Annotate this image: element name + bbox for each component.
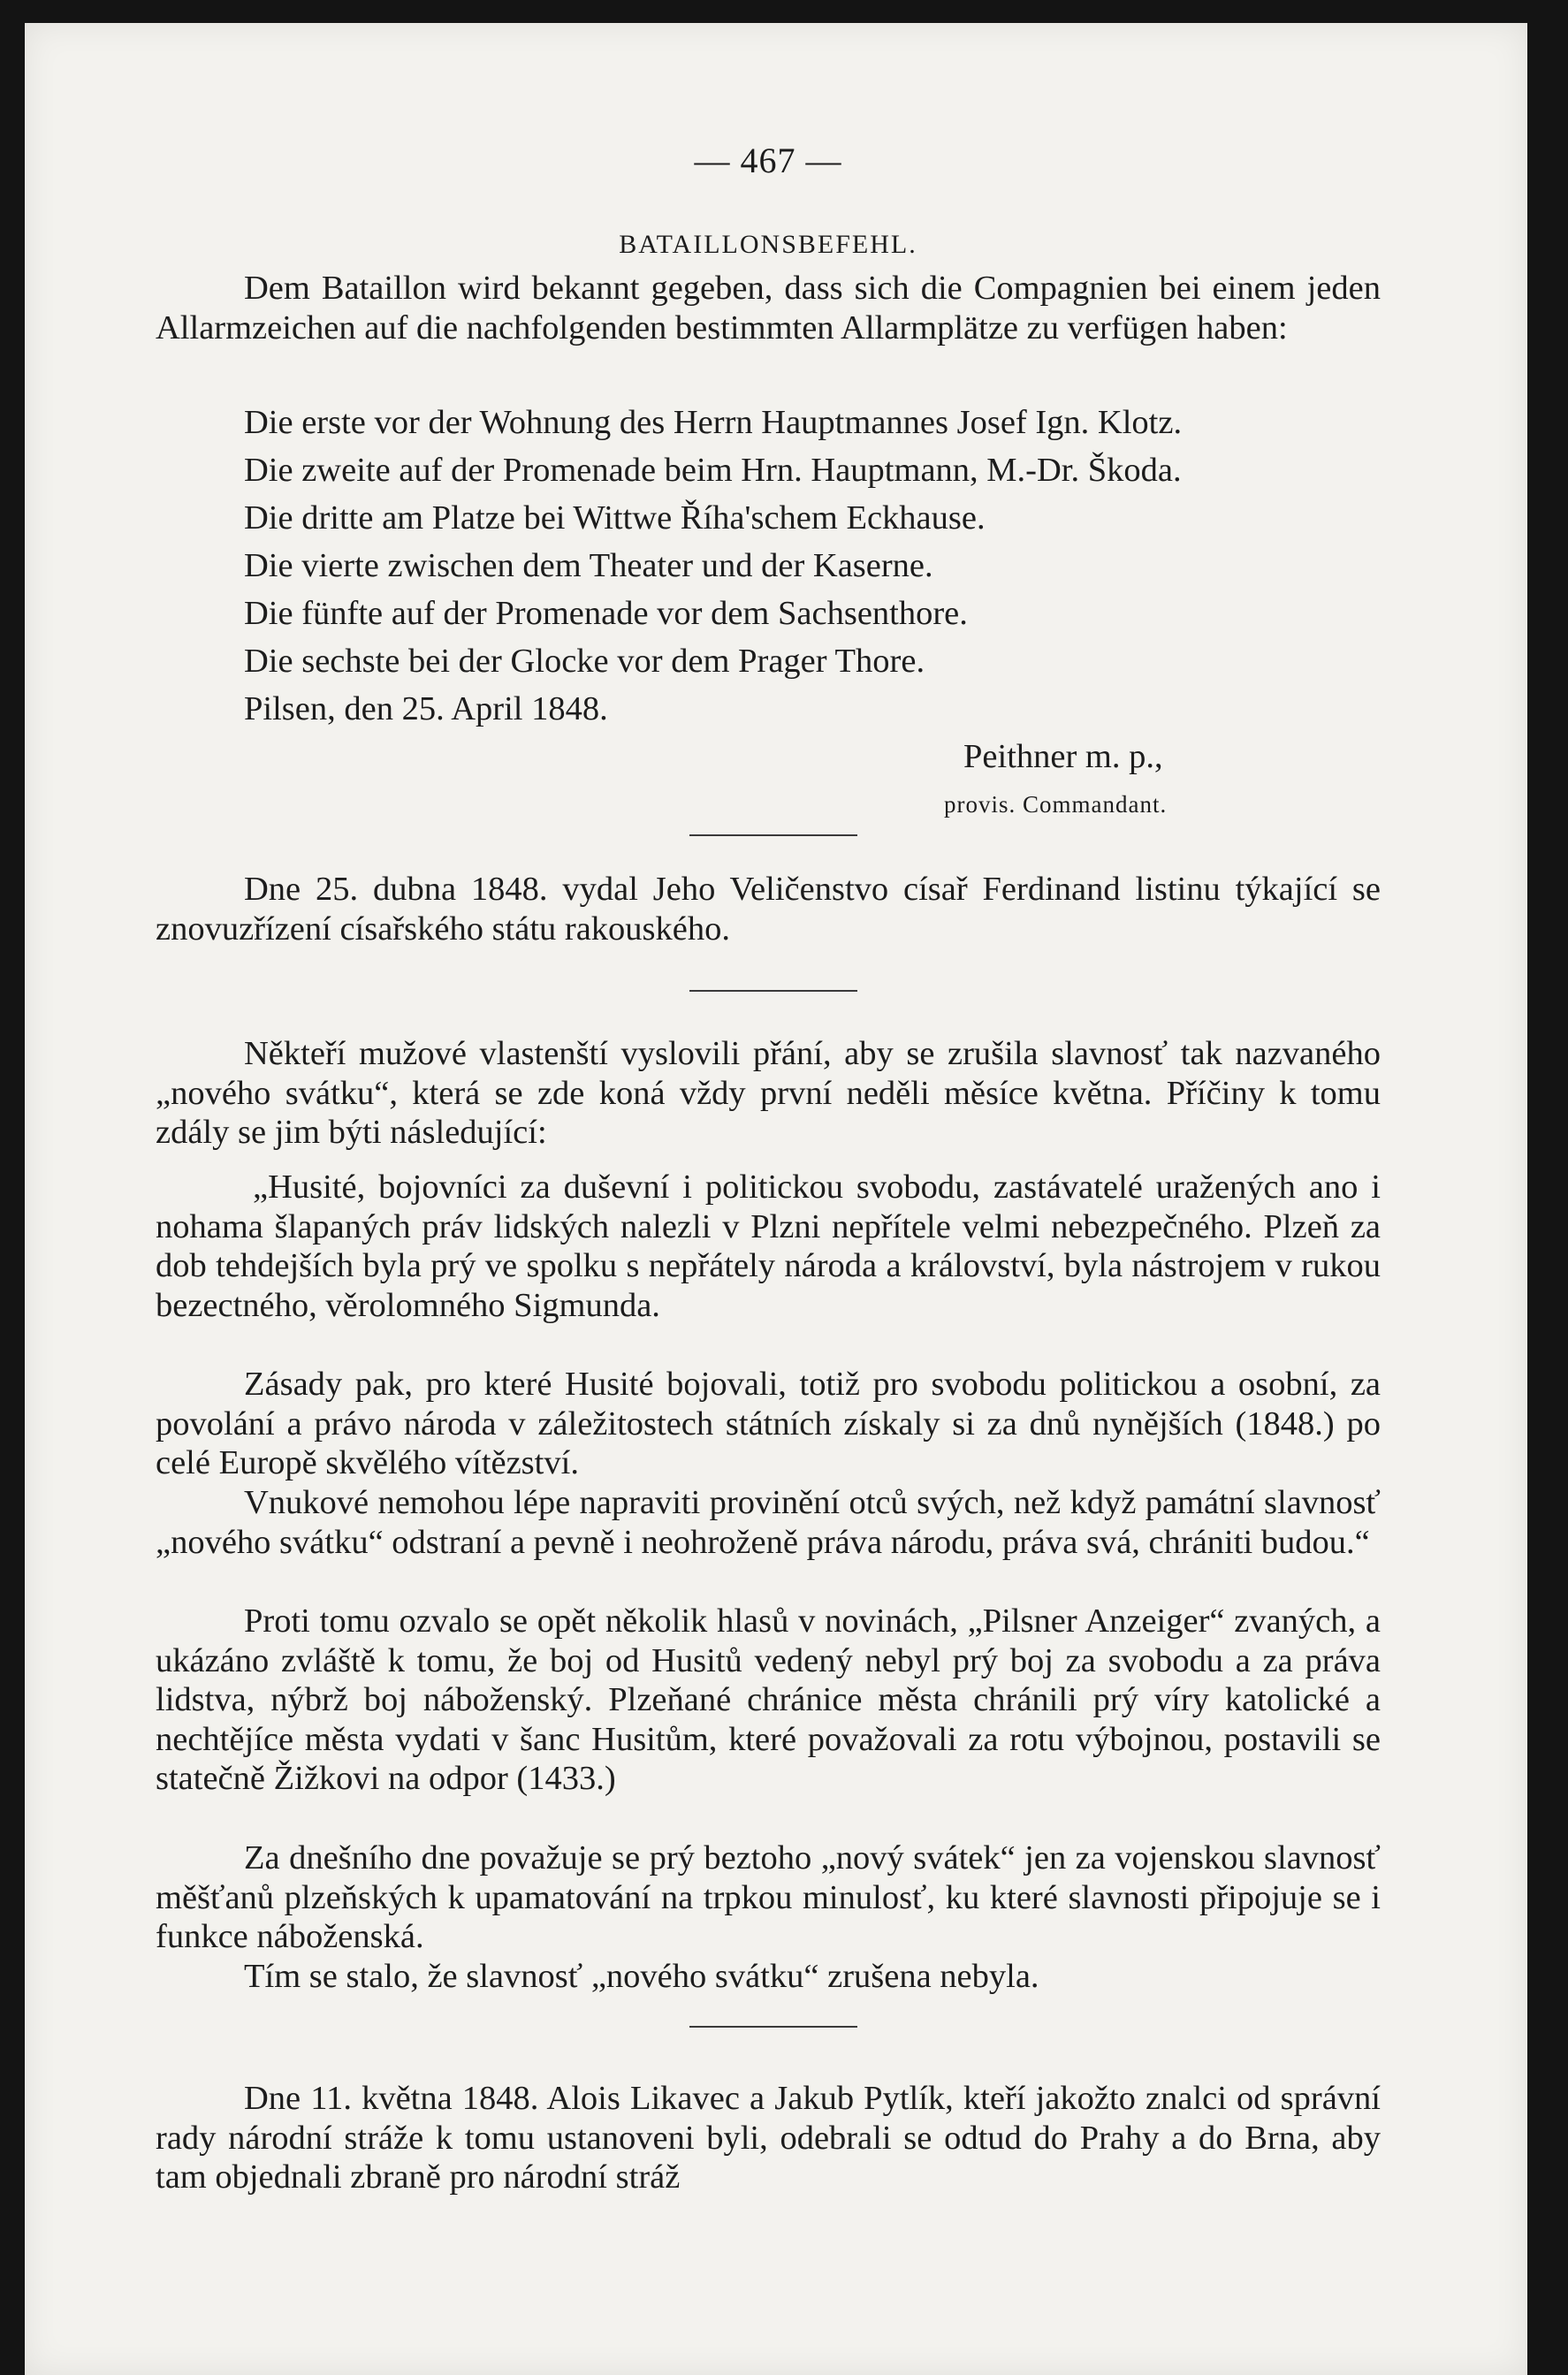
intro-paragraph: Dem Bataillon wird bekannt gegeben, dass sich die Compagnien bei einem jeden Allarmzeichen auf die nachfolgenden bestimmten Allarmplätze zu verfügen haben: bbox=[156, 270, 1381, 346]
order-line: Die fünfte auf der Promenade vor dem Sachsenthore. bbox=[244, 595, 968, 632]
result-paragraph: Tím se stalo, že slavnosť „nového svátku“ zrušena nebyla. bbox=[244, 1958, 1039, 1995]
men-paragraph: Někteří mužové vlastenští vyslovili přání, aby se zrušila slavnosť tak nazvaného „nového svátku“, která se zde koná vždy první neděli měsíce května. Příčiny k tomu zdály se jim býti následující: bbox=[156, 1035, 1381, 1151]
quote-paragraph: Vnukové nemohou lépe napraviti provinění otců svých, než když památní slavnosť „nového svátku“ odstraní a pevně i neohroženě práva národu, práva svá, chrániti budou.“ bbox=[156, 1484, 1381, 1561]
order-line: Die zweite auf der Promenade beim Hrn. Hauptmann, M.-Dr. Škoda. bbox=[244, 452, 1182, 489]
order-line: Die vierte zwischen dem Theater und der Kaserne. bbox=[244, 547, 933, 584]
signature-title: provis. Commandant. bbox=[944, 791, 1168, 818]
decree-paragraph: Dne 25. dubna 1848. vydal Jeho Veličenstvo císař Ferdinand listinu týkající se znovuzřízení císařského státu rakouského. bbox=[156, 871, 1381, 948]
may-paragraph: Dne 11. května 1848. Alois Likavec a Jakub Pytlík, kteří jakožto znalci od správní rady národní stráže k tomu ustanoveni byli, odebrali se odtud do Prahy a do Brna, aby tam objednali zbraně pro národní stráž bbox=[156, 2080, 1381, 2196]
date-line: Pilsen, den 25. April 1848. bbox=[244, 690, 608, 727]
document-page bbox=[25, 23, 1527, 2375]
section-divider bbox=[689, 990, 857, 992]
quote-paragraph: „Husité, bojovníci za duševní i politickou svobodu, zastávatelé uražených ano i nohama šlapaných práv lidských nalezli v Plzni nepřítele velmi nebezpečného. Plzeň za dob tehdejších byla prý ve spolku s nepřátely národa a království, byla nástrojem v rukou bezectného, věrolomného Sigmunda. bbox=[156, 1168, 1381, 1324]
section-divider bbox=[689, 2026, 857, 2028]
section-divider bbox=[689, 834, 857, 836]
order-line: Die erste vor der Wohnung des Herrn Hauptmannes Josef Ign. Klotz. bbox=[244, 404, 1183, 441]
today-paragraph: Za dnešního dne považuje se prý beztoho „nový svátek“ jen za vojenskou slavnosť měšťanů plzeňských k upamatování na trpkou minulosť, ku které slavnosti připojuje se i funkce náboženská. bbox=[156, 1839, 1381, 1955]
page-number: — 467 — bbox=[694, 141, 842, 180]
signature: Peithner m. p., bbox=[963, 738, 1163, 775]
section-heading: BATAILLONSBEFEHL. bbox=[619, 230, 917, 259]
order-line: Die sechste bei der Glocke vor dem Prager Thore. bbox=[244, 643, 925, 680]
quote-paragraph: Zásady pak, pro které Husité bojovali, totiž pro svobodu politickou a osobní, za povolání a právo národa v záležitostech státních získaly si za dnů nynějších (1848.) po celé Europě skvělého vítězství. bbox=[156, 1366, 1381, 1481]
order-line: Die dritte am Platze bei Wittwe Říha'schem Eckhause. bbox=[244, 499, 986, 537]
against-paragraph: Proti tomu ozvalo se opět několik hlasů v novinách, „Pilsner Anzeiger“ zvaných, a ukázáno zvláště k tomu, že boj od Husitů vedený nebyl prý boj za svobodu a za práva lidstva, nýbrž boj náboženský. Plzeňané chránice města chránili prý víry katolické a nechtějíce města vydati v šanc Husitům, které považovali za rotu výbojnou, postavili se statečně Žižkovi na odpor (1433.) bbox=[156, 1602, 1381, 1797]
